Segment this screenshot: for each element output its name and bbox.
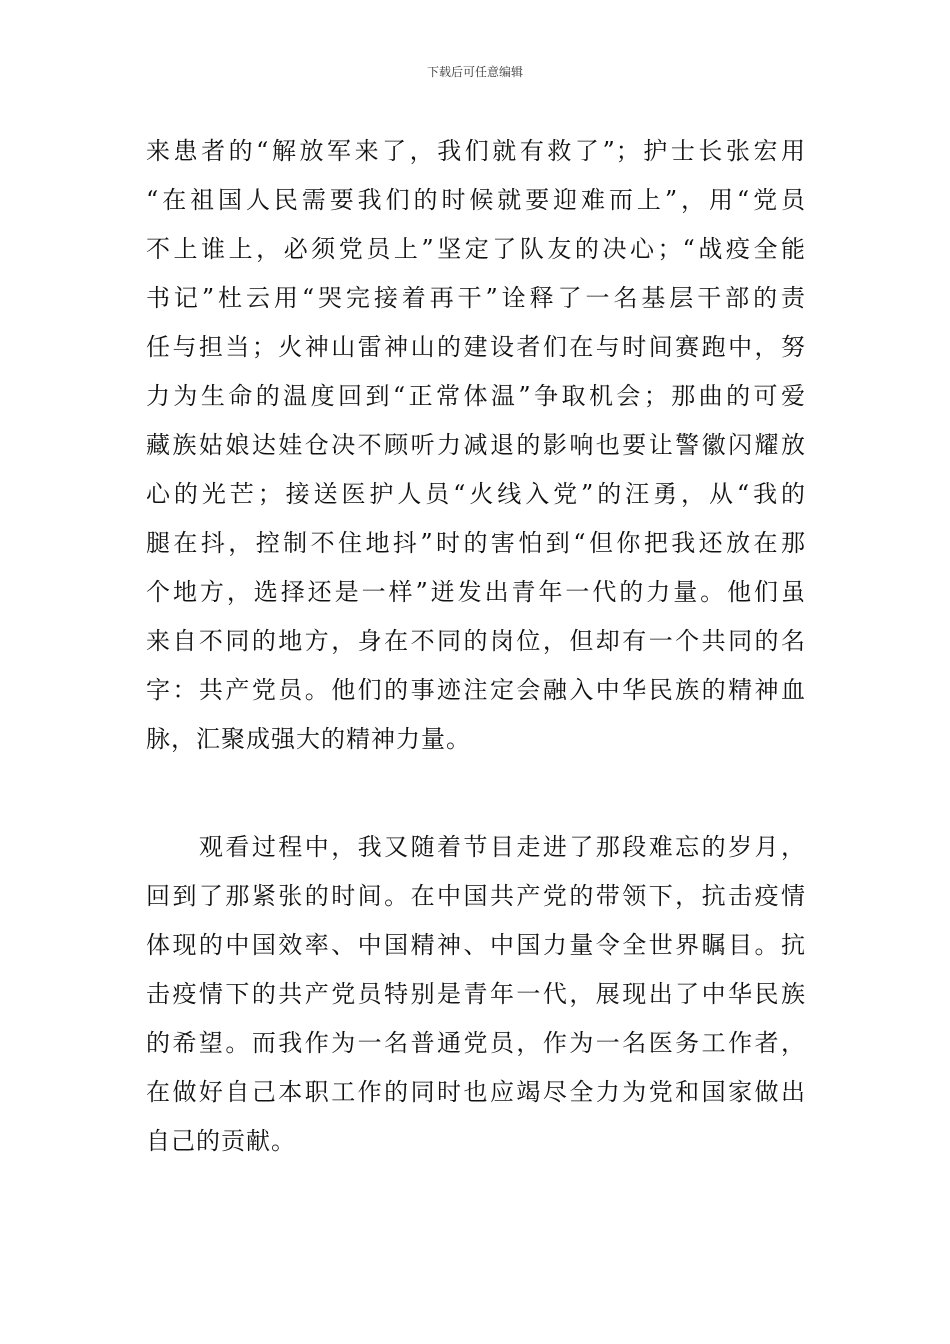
paragraph-line: 藏族姑娘达娃仓决不顾听力减退的影响也要让警徽闪耀放 (146, 431, 806, 459)
paragraph-line: 来患者的“解放军来了，我们就有救了”；护士长张宏用 (146, 137, 806, 165)
paragraph-line: “在祖国人民需要我们的时候就要迎难而上”，用“党员 (146, 186, 806, 214)
paragraph-line: 击疫情下的共产党员特别是青年一代，展现出了中华民族 (146, 980, 806, 1008)
paragraph-line: 字：共产党员。他们的事迹注定会融入中华民族的精神血 (146, 676, 806, 704)
paragraph-line: 腿在抖，控制不住地抖”时的害怕到“但你把我还放在那 (146, 529, 806, 557)
paragraph-line: 心的光芒；接送医护人员“火线入党”的汪勇，从“我的 (146, 480, 806, 508)
paragraph-line: 任与担当；火神山雷神山的建设者们在与时间赛跑中，努 (146, 333, 806, 361)
paragraph-line: 体现的中国效率、中国精神、中国力量令全世界瞩目。抗 (146, 931, 806, 959)
paragraph-line: 不上谁上，必须党员上”坚定了队友的决心；“战疫全能 (146, 235, 806, 263)
paragraph-line: 观看过程中，我又随着节目走进了那段难忘的岁月， (146, 833, 806, 861)
page-header: 下载后可任意编辑 (426, 65, 523, 79)
paragraph-line: 书记”杜云用“哭完接着再干”诠释了一名基层干部的责 (146, 284, 806, 312)
paragraph-line: 的希望。而我作为一名普通党员，作为一名医务工作者， (146, 1029, 806, 1057)
paragraph-line: 个地方，选择还是一样”迸发出青年一代的力量。他们虽 (146, 578, 806, 606)
paragraph-line: 脉，汇聚成强大的精神力量。 (146, 725, 471, 753)
paragraph-line: 在做好自己本职工作的同时也应竭尽全力为党和国家做出 (146, 1078, 806, 1106)
paragraph-line: 自己的贡献。 (146, 1127, 296, 1155)
paragraph-2 (146, 823, 806, 1166)
paragraph-1 (146, 127, 806, 764)
paragraph-line: 回到了那紧张的时间。在中国共产党的带领下，抗击疫情 (146, 882, 806, 910)
paragraph-line: 力为生命的温度回到“正常体温”争取机会；那曲的可爱 (146, 382, 806, 410)
paragraph-line: 来自不同的地方，身在不同的岗位，但却有一个共同的名 (146, 627, 806, 655)
